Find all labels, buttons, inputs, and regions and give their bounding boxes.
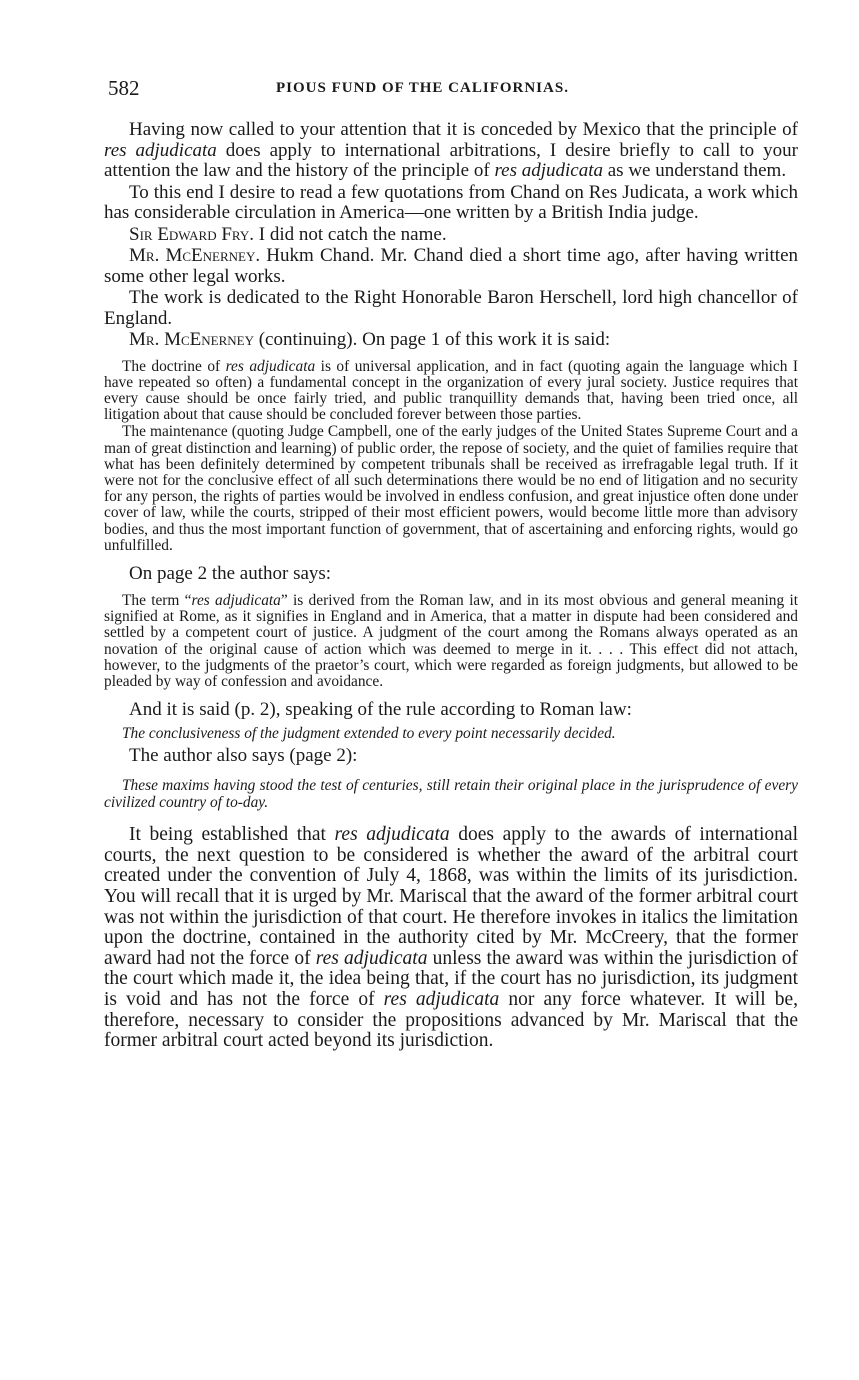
text-run: The doctrine of <box>122 357 226 375</box>
italic-term: res adjudicata <box>494 160 603 181</box>
text-run: nor any force whatever. It will be, therefore, necessary to consider the propositions advanced by Mr. Mariscal that the former arbitral court acted beyond its jurisdiction. <box>104 988 798 1052</box>
quote-conclusiveness: The conclusiveness of the judgment extended to every point necessarily decided. <box>122 725 616 743</box>
lead-author-also: The author also says (page 2): <box>129 745 358 767</box>
text-run: (continuing). On page 1 of this work it is said: <box>253 329 611 350</box>
quote-roman-law <box>104 593 798 690</box>
text-run: as we understand them. <box>603 160 787 181</box>
text-run: ” is derived from the Roman law, and in its most obvious and general meaning it signified at Rome, as it signifies in England and in America, that a matter in dispute had been considered and settled by a competent court of justice. A judgment of the court among the Romans always operated as an novation of the original cause of action which was deemed to merge in it. . . . This effect did not attach, however, to the judgments of the praetor’s court, which were regarded as foreign judgments, but allowed to be pleaded by way of confession and avoidance. <box>104 591 799 690</box>
text-run: does apply to the awards of international courts, the next question to be considered is whether the award of the arbitral court created under the convention of July 4, 1868, was within the limits of its jurisdiction. You will recall that it is urged by Mr. Mariscal that the award of the former arbitral court was not within the jurisdiction of that court. He therefore invokes in italics the limitation upon the doctrine, contained in the authority cited by Mr. McCreery, that the former award had not the force of <box>104 824 798 969</box>
quote-doctrine <box>104 359 798 424</box>
italic-term: res adjudicata <box>191 591 281 609</box>
italic-term: res adjudicata <box>225 357 316 375</box>
lead-roman-rule: And it is said (p. 2), speaking of the rule according to Roman law: <box>129 699 632 721</box>
text-run: Hukm Chand. Mr. Chand died a short time ago, after having written some other legal works. <box>104 245 798 287</box>
italic-term: res adjudicata <box>383 988 500 1010</box>
quote-maxims: These maxims having stood the test of centuries, still retain their original place in the jurisprudence of every civilized country of to-day. <box>104 777 798 812</box>
text-run: Having now called to your attention that it is conceded by Mexico that the principle of <box>129 119 798 140</box>
italic-term: res adjudicata <box>315 947 428 969</box>
speaker-name: Sir Edward Fry. <box>129 223 254 245</box>
page-number: 582 <box>108 76 140 100</box>
running-title: PIOUS FUND OF THE CALIFORNIAS. <box>276 80 569 96</box>
italic-term: res adjudicata <box>334 824 450 846</box>
speaker-name: Mr. McEnerney. <box>129 245 261 266</box>
page-body <box>104 120 798 1052</box>
paragraph-mcenerney-reply <box>104 246 798 287</box>
text-run: I did not catch the name. <box>254 223 447 245</box>
paragraph-dedication: The work is dedicated to the Right Honorable Baron Herschell, lord high chancellor of England. <box>104 287 798 329</box>
text-run: does apply to international arbitrations, I desire briefly to call to your attention the law and the history of the principle of <box>104 139 798 181</box>
paragraph-chand-quotations: To this end I desire to read a few quotations from Chand on Res Judicata, a work which has considerable circulation in America—one written by a British India judge. <box>104 181 798 223</box>
page-header <box>108 76 798 102</box>
text-run: It being established that <box>129 824 335 846</box>
text-run: The term “ <box>122 591 192 609</box>
text-run: is of universal application, and in fact (quoting again the language which I have repeated so often) a fundamental concept in the organization of every jural society. Justice requires that every cause should be once fairly tried, and public tranquillity demands that, having been tried once, all litigation about that cause should be concluded forever between those parties. <box>104 357 799 424</box>
speaker-name: Mr. McEnerney <box>129 329 254 350</box>
paragraph-jurisdiction <box>104 825 798 1052</box>
quote-maintenance: The maintenance (quoting Judge Campbell, one of the early judges of the United States Supreme Court and a man of great distinction and learning) of public order, the repose of society, and the quiet of families require that what has been definitely determined by competent tribunals shall be received as irrefragable legal truth. If it were not for the conclusive effect of all such determinations there would be no end of litigation and no security for any person, the rights of parties would be involved in endless confusion, and great injustice often done under cover of law, while the courts, stripped of their most efficient powers, would become little more than advisory bodies, and thus the most important function of government, that of ascertaining and enforcing rights, would go unfulfilled. <box>104 423 798 554</box>
lead-page-2: On page 2 the author says: <box>129 562 332 584</box>
paragraph-opening <box>104 120 798 182</box>
paragraph-continuing <box>104 330 798 351</box>
text-run: unless the award was within the jurisdiction of the court which made it, the idea being that, if the court has no jurisdiction, its judgment is void and has not the force of <box>104 947 798 1010</box>
paragraph-fry-remark <box>104 225 798 246</box>
italic-term: res adjudicata <box>104 139 217 161</box>
